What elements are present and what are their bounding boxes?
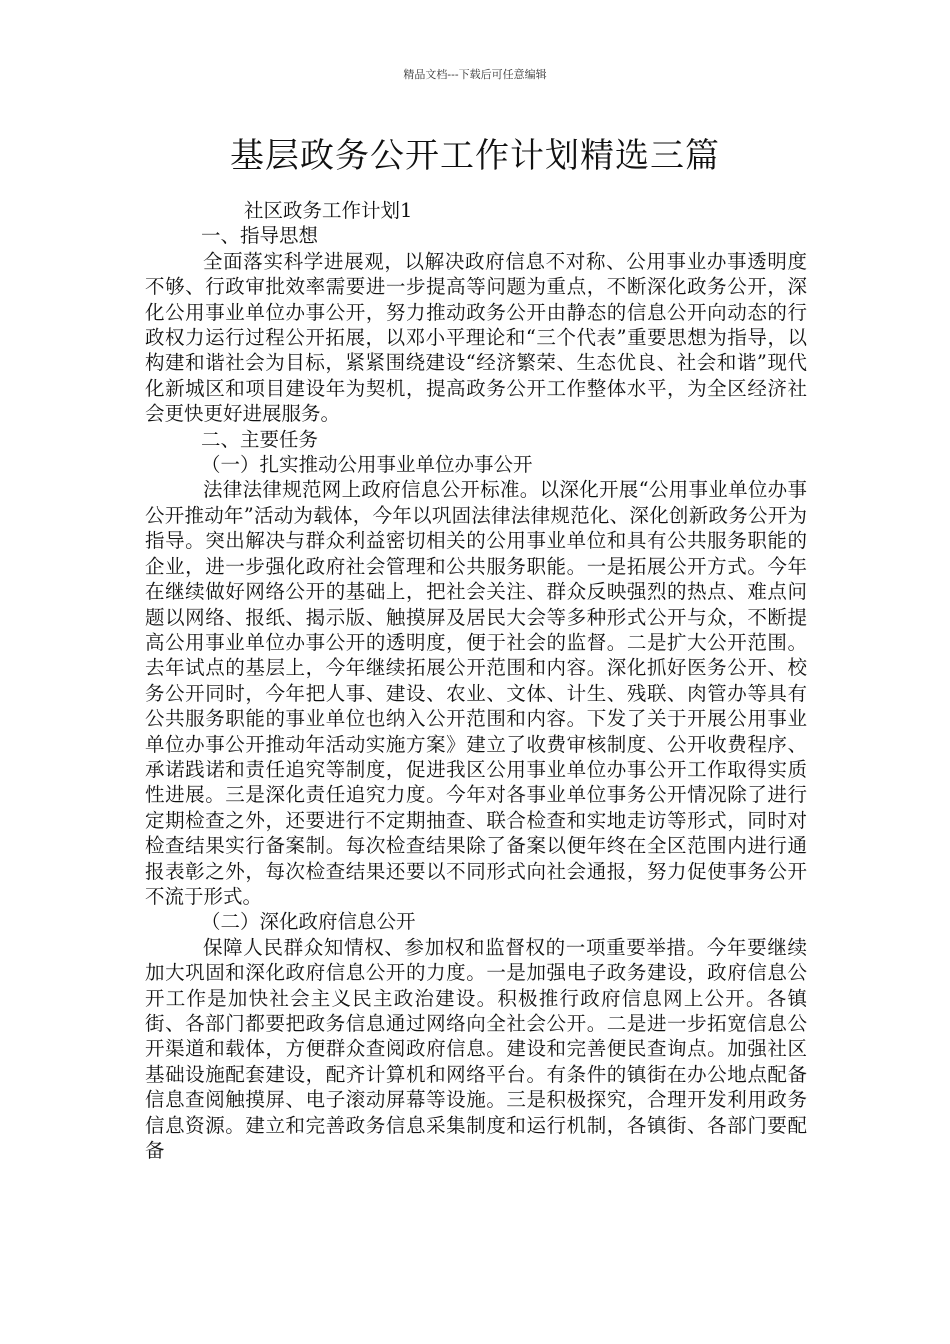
document-body [145,198,807,1163]
subsection-heading-government-information: （二）深化政府信息公开 [201,910,416,934]
section-heading-main-tasks: 二、主要任务 [201,427,319,451]
paragraph-public-service-disclosure: 法律法律规范网上政府信息公开标准。以深化开展“公用事业单位办事公开推动年”活动为载体，今年以巩固法律法律规范化、深化创新政务公开为指导。突出解决与群众利益密切相关的公用事业单位和具有公共服务职能的企业，进一步强化政府社会管理和公共服务职能。一是拓展公开方式。今年在继续做好网络公开的基础上，把社会关注、群众反映强烈的热点、难点问题以网络、报纸、揭示版、触摸屏及居民大会等多种形式公开与众，不断提高公用事业单位办事公开的透明度，便于社会的监督。二是扩大公开范围。去年试点的基层上，今年继续拓展公开范围和内容。深化抓好医务公开、校务公开同时，今年把人事、建设、农业、文体、计生、残联、肉管办等具有公共服务职能的事业单位也纳入公开范围和内容。下发了关于开展公用事业单位办事公开推动年活动实施方案》建立了收费审核制度、公开收费程序、承诺践诺和责任追究等制度，促进我区公用事业单位办事公开工作取得实质性进展。三是深化责任追究力度。今年对各事业单位事务公开情况除了进行定期检查之外，还要进行不定期抽查、联合检查和实地走访等形式，同时对检查结果实行备案制。每次检查结果除了备案以便年终在全区范围内进行通报表彰之外，每次检查结果还要以不同形式向社会通报，努力促使事务公开不流于形式。 [145,478,807,908]
paragraph-guiding-ideology: 全面落实科学进展观，以解决政府信息不对称、公用事业办事透明度不够、行政审批效率需要进一步提高等问题为重点，不断深化政务公开，深化公用事业单位办事公开，努力推动政务公开由静态的信息公开向动态的行政权力运行过程公开拓展，以邓小平理论和“三个代表”重要思想为指导，以构建和谐社会为目标，紧紧围绕建设“经济繁荣、生态优良、社会和谐”现代化新城区和项目建设年为契机，提高政务公开工作整体水平，为全区经济社会更快更好进展服务。 [145,249,807,426]
document-title: 基层政务公开工作计划精选三篇 [230,136,720,176]
section-heading-guiding-ideology: 一、指导思想 [201,224,319,248]
header-note: 精品文档---下载后可任意编辑 [403,68,547,81]
plan-title: 社区政务工作计划1 [244,199,413,222]
subsection-heading-public-service-disclosure: （一）扎实推动公用事业单位办事公开 [201,453,533,477]
paragraph-government-information: 保障人民群众知情权、参加权和监督权的一项重要举措。今年要继续加大巩固和深化政府信息公开的力度。一是加强电子政务建设，政府信息公开工作是加快社会主义民主政治建设。积极推行政府信息网上公开。各镇街、各部门都要把政务信息通过网络向全社会公开。二是进一步拓宽信息公开渠道和载体，方便群众查阅政府信息。建设和完善便民查询点。加强社区基础设施配套建设，配齐计算机和网络平台。有条件的镇街在办公地点配备信息查阅触摸屏、电子滚动屏幕等设施。三是积极探究，合理开发利用政务信息资源。建立和完善政务信息采集制度和运行机制，各镇街、各部门要配备 [145,935,807,1163]
